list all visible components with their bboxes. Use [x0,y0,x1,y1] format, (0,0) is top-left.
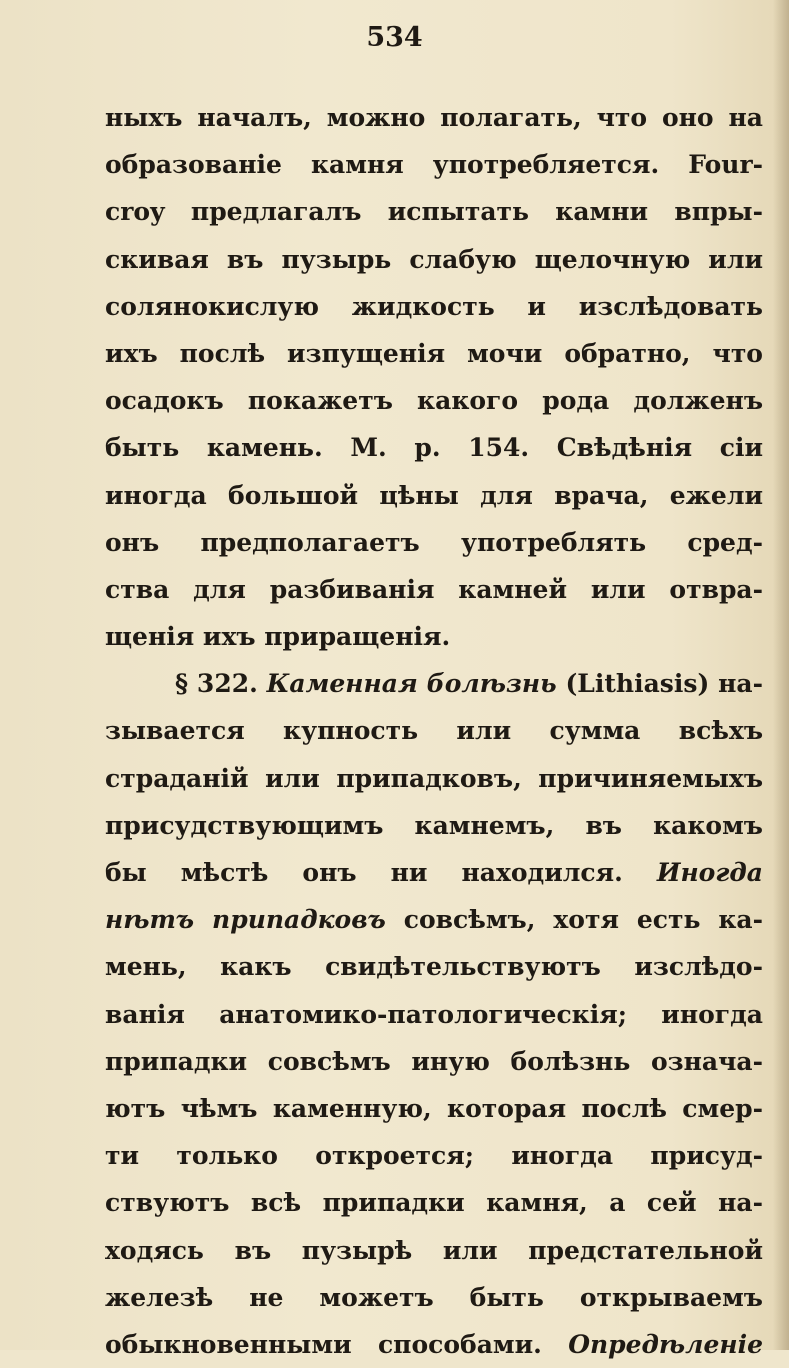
text-line [105,472,763,519]
text-run: ныхъ началъ, можно полагать, что оно на [105,103,763,132]
text-run: иногда большой цѣны для врача, ежели [105,480,763,510]
body-text [105,94,763,1368]
text-run: ти только откроется; иногда присуд- [105,1141,763,1171]
text-line [105,188,763,235]
text-run: совсѣмъ, хотя есть ка- [385,905,763,935]
text-run: онъ предполагаетъ употреблять сред- [105,527,763,557]
text-line [105,1038,763,1085]
text-run: присудствующимъ камнемъ, въ какомъ [105,810,763,840]
text-line [105,141,763,188]
text-line [105,330,763,377]
text-run: припадки совсѣмъ иную болѣзнь означа- [105,1046,763,1076]
text-line [105,991,763,1038]
text-line [105,377,763,424]
text-run: ствуютъ всѣ припадки камня, а сей на- [105,1188,763,1218]
text-line [105,94,763,141]
text-line [105,896,763,943]
text-line [105,236,763,283]
text-line [105,613,763,660]
text-run: croy предлагалъ испытать камни впры- [105,197,763,227]
text-run: (Lithiasis) на- [556,669,763,699]
text-line [105,1227,763,1274]
text-run: скивая въ пузырь слабую щелочную или [105,244,763,274]
text-run: зывается купность или сумма всѣхъ [105,716,763,746]
text-run: быть камень. М. р. 154. Свѣдѣнія сіи [105,433,763,463]
text-line [105,943,763,990]
text-run: образованіе камня употребляется. Four- [105,150,763,180]
italic-text-run: Опредѣленіе [568,1329,763,1359]
text-run: щенія ихъ приращенія. [105,622,451,652]
text-run: мень, какъ свидѣтельствуютъ изслѣдо- [105,952,763,982]
italic-text-run: нѣтъ припадковъ [105,905,386,935]
text-line [105,424,763,471]
text-run: железѣ не можетъ быть открываемъ [105,1282,763,1312]
text-line [105,1132,763,1179]
text-run: обыкновенными способами. [105,1329,569,1359]
text-run: ства для разбиванія камней или отвра- [105,574,763,604]
italic-text-run: Каменная болѣзнь [266,669,557,699]
text-line [105,1274,763,1321]
text-line [105,802,763,849]
text-run: ютъ чѣмъ каменную, которая послѣ смер- [105,1093,763,1123]
text-line [105,519,763,566]
text-line [105,1179,763,1226]
text-line [105,566,763,613]
text-line [105,707,763,754]
text-run: страданій или припадковъ, причиняемыхъ [105,763,763,793]
text-run: ихъ послѣ изпущенія мочи обратно, что [105,338,763,368]
text-line [105,1085,763,1132]
text-line [105,755,763,802]
text-run: ванія анатомико-патологическія; иногда [105,999,763,1029]
text-run: ходясь въ пузырѣ или предстательной [105,1235,763,1265]
text-run: осадокъ покажетъ какого рода долженъ [105,386,763,416]
text-line [105,660,763,707]
page-edge-shadow [773,0,789,1350]
text-line [105,849,763,896]
text-run: § 322. [175,669,267,699]
text-line [105,1321,763,1368]
text-run: бы мѣстѣ онъ ни находился. [105,858,657,887]
page-number: 534 [366,22,423,53]
text-line [105,283,763,330]
text-run: солянокислую жидкость и изслѣдовать [105,291,763,321]
italic-text-run: Иногда [656,858,763,887]
